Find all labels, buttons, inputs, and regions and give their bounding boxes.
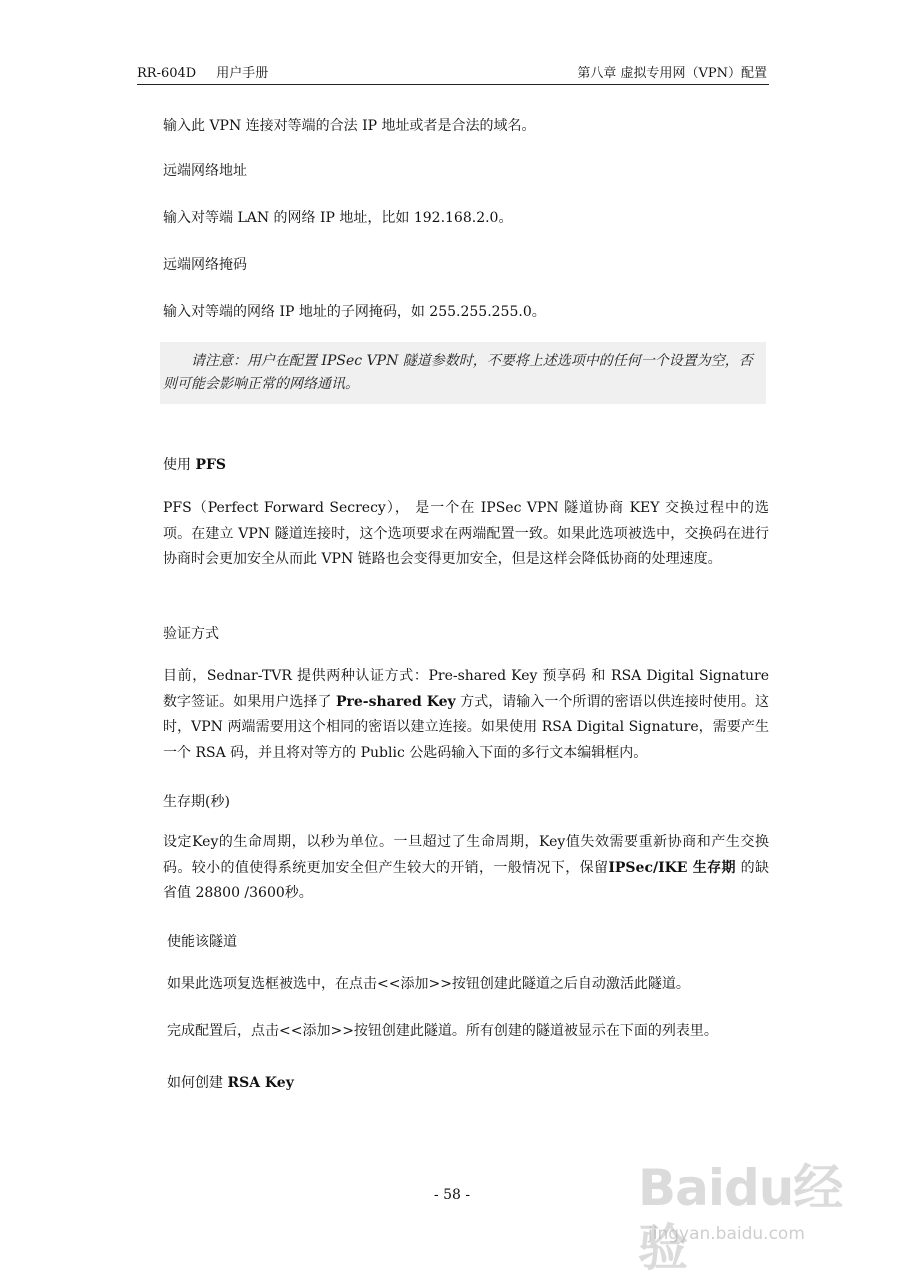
header-divider bbox=[137, 84, 769, 85]
lifetime-text-2: 的缺省值 28800 /3600秒。 bbox=[163, 859, 770, 901]
heading-enable-tunnel: 使能该隧道 bbox=[167, 934, 237, 950]
heading-pfs bbox=[163, 456, 769, 474]
lifetime-text-bold: IPSec/IKE 生存期 bbox=[608, 859, 736, 876]
heading-remote-network: 远端网络地址 bbox=[163, 163, 247, 179]
lifetime-text-1: 设定Key的生命周期，以秒为单位。一旦超过了生命周期，Key值失效需要重新协商和产生交换码。较小的值使得系统更加安全但产生较大的开销，一般情况下，保留 bbox=[163, 834, 769, 876]
paragraph-lifetime bbox=[163, 830, 769, 907]
paragraph-remote-peer: 输入此 VPN 连接对等端的合法 IP 地址或者是合法的域名。 bbox=[163, 118, 536, 134]
watermark-logo: Baidu经验 bbox=[638, 1159, 843, 1277]
paragraph-remote-network: 输入对等端 LAN 的网络 IP 地址，比如 192.168.2.0。 bbox=[163, 210, 513, 226]
paragraph-remote-mask: 输入对等端的网络 IP 地址的子网掩码，如 255.255.255.0。 bbox=[163, 304, 546, 320]
watermark-url: jingyan.baidu.com bbox=[648, 1224, 805, 1244]
heading-pfs-prefix: 使用 bbox=[163, 457, 196, 473]
heading-rsa-prefix: 如何创建 bbox=[167, 1075, 228, 1091]
paragraph-finish-config: 完成配置后，点击<<添加>>按钮创建此隧道。所有创建的隧道被显示在下面的列表里。 bbox=[167, 1023, 718, 1039]
heading-remote-mask: 远端网络掩码 bbox=[163, 257, 247, 273]
baidu-watermark bbox=[638, 1148, 858, 1277]
note-text: 请注意：用户在配置 IPSec VPN 隧道参数时，不要将上述选项中的任何一个设置为空，否则可能会影响正常的网络通讯。 bbox=[163, 353, 753, 392]
paragraph-enable-tunnel: 如果此选项复选框被选中，在点击<<添加>>按钮创建此隧道之后自动激活此隧道。 bbox=[167, 976, 690, 992]
header-model: RR-604D bbox=[137, 66, 197, 81]
paragraph-pfs: PFS（Perfect Forward Secrecy）， 是一个在 IPSec VPN 隧道协商 KEY 交换过程中的选项。在建立 VPN 隧道连接时，这个选项要求在两端配置一致。如果此选项被选中，交换码在进行协商时会更加安全从而此 VPN 链路也会变得更加安全，但是这样会降低协商的处理速度。 bbox=[163, 500, 769, 567]
header-manual: 用户手册 bbox=[216, 66, 269, 81]
heading-lifetime: 生存期(秒) bbox=[163, 794, 230, 810]
heading-create-rsa bbox=[167, 1074, 773, 1092]
auth-text-bold: Pre-shared Key bbox=[336, 693, 456, 710]
heading-pfs-term: PFS bbox=[195, 457, 227, 473]
auth-text-1: 目前，Sednar-TVR 提供两种认证方式：Pre-shared Key 预享码 和 RSA Digital Signature 数字签证。如果用户选择了 bbox=[163, 668, 769, 710]
heading-rsa-term: RSA Key bbox=[227, 1075, 294, 1091]
paragraph-auth-method bbox=[163, 664, 769, 766]
heading-auth-method: 验证方式 bbox=[163, 626, 219, 642]
header-left bbox=[137, 66, 268, 82]
page-number: - 58 - bbox=[433, 1187, 471, 1203]
header-chapter: 第八章 虚拟专用网（VPN）配置 bbox=[577, 66, 767, 81]
auth-text-2: 方式，请输入一个所谓的密语以供连接时使用。这时，VPN 两端需要用这个相同的密语以建立连接。如果使用 RSA Digital Signature，需要产生一个 RSA 码，并且将对等方的 Public 公匙码输入下面的多行文本编辑框内。 bbox=[163, 693, 770, 761]
